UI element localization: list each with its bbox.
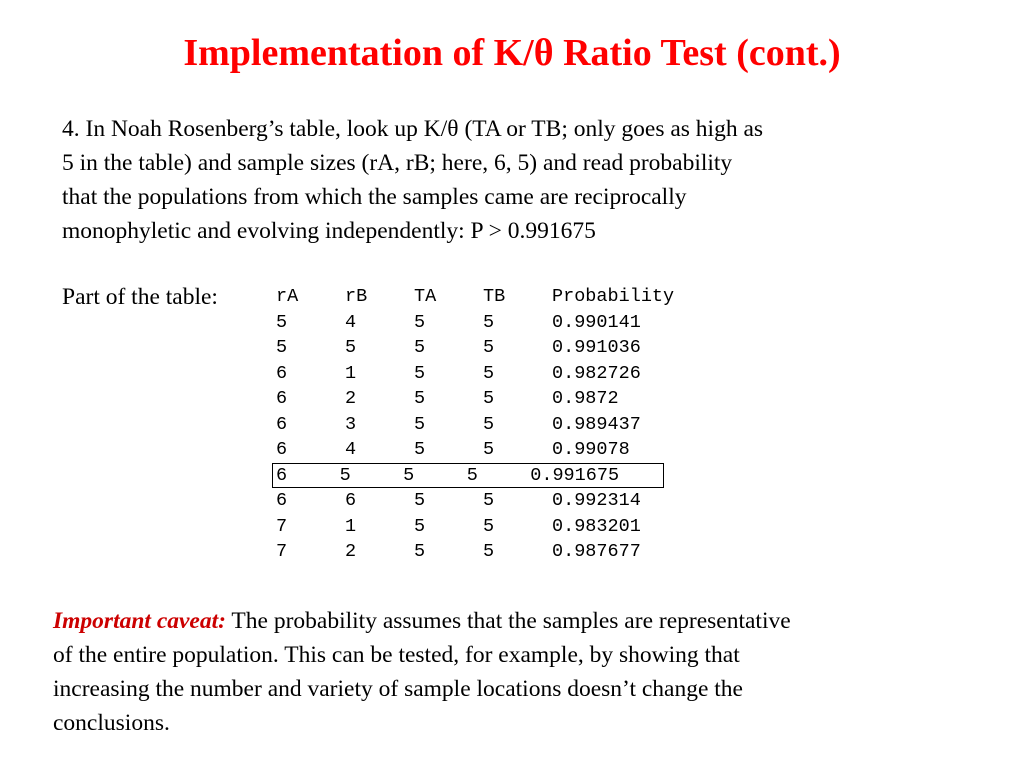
cell-probability: 0.982726 — [552, 362, 641, 384]
cell-ra: 6 — [276, 490, 288, 511]
table-row — [272, 310, 698, 336]
cell-probability: 0.99078 — [552, 439, 630, 460]
cell-ra: 6 — [276, 362, 288, 384]
table-row — [272, 335, 698, 361]
cell-ra: 5 — [276, 337, 288, 358]
table-row — [272, 386, 698, 412]
caveat-paragraph — [53, 604, 983, 740]
cell-rb: 4 — [345, 311, 357, 333]
caveat-line: of the entire population. This can be tested, for example, by showing that — [53, 642, 740, 668]
cell-rb: 2 — [345, 388, 357, 409]
cell-ta: 5 — [414, 439, 426, 460]
cell-ta: 5 — [414, 337, 426, 358]
cell-probability: 0.991675 — [530, 464, 620, 486]
table-row — [272, 539, 698, 565]
cell-ra: 5 — [276, 311, 288, 333]
cell-tb: 5 — [483, 388, 495, 409]
caveat-line — [53, 604, 983, 638]
cell-ta: 5 — [414, 388, 426, 409]
step-4-line: that the populations from which the samples came are reciprocally — [62, 184, 687, 210]
cell-ta: 5 — [414, 515, 426, 537]
cell-probability: 0.990141 — [552, 311, 641, 333]
caveat-line: conclusions. — [53, 710, 170, 736]
step-4-paragraph — [62, 112, 962, 248]
cell-probability: 0.989437 — [552, 413, 641, 435]
probability-table — [272, 284, 698, 565]
slide-title: Implementation of K/θ Ratio Test (cont.) — [183, 32, 841, 74]
cell-probability: 0.992314 — [552, 490, 641, 511]
cell-tb: 5 — [483, 515, 495, 537]
cell-tb: 5 — [466, 464, 478, 486]
cell-tb: 5 — [483, 541, 495, 562]
cell-rb: 1 — [345, 515, 357, 537]
caveat-label: Important caveat: — [53, 608, 226, 634]
header-probability: Probability — [552, 286, 675, 307]
cell-ta: 5 — [403, 464, 415, 486]
cell-ta: 5 — [414, 413, 426, 435]
step-4-line: monophyletic and evolving independently: P > 0.991675 — [62, 218, 596, 244]
cell-rb: 4 — [345, 439, 357, 460]
header-ta: TA — [414, 286, 437, 307]
cell-probability: 0.991036 — [552, 337, 641, 358]
cell-ra: 6 — [276, 413, 288, 435]
cell-tb: 5 — [483, 311, 495, 333]
step-4-line: 5 in the table) and sample sizes (rA, rB; here, 6, 5) and read probability — [62, 150, 733, 176]
cell-ta: 5 — [414, 490, 426, 511]
cell-tb: 5 — [483, 490, 495, 511]
cell-rb: 1 — [345, 362, 357, 384]
header-tb: TB — [483, 286, 506, 307]
step-4-line: 4. In Noah Rosenberg’s table, look up K/θ (TA or TB; only goes as high as — [62, 116, 764, 142]
cell-rb: 5 — [339, 464, 351, 486]
table-label: Part of the table: — [62, 284, 218, 310]
cell-rb: 5 — [345, 337, 357, 358]
cell-rb: 3 — [345, 413, 357, 435]
cell-tb: 5 — [483, 439, 495, 460]
cell-ta: 5 — [414, 311, 426, 333]
cell-ra: 7 — [276, 515, 288, 537]
cell-ta: 5 — [414, 362, 426, 384]
table-row — [272, 412, 698, 438]
cell-ra: 6 — [276, 388, 288, 409]
cell-rb: 2 — [345, 541, 357, 562]
cell-probability: 0.9872 — [552, 388, 619, 409]
table-row-highlighted — [272, 463, 664, 489]
table-row — [272, 488, 698, 514]
caveat-text: The probability assumes that the samples are representative — [225, 608, 791, 634]
cell-probability: 0.983201 — [552, 515, 641, 537]
cell-ta: 5 — [414, 541, 426, 562]
cell-tb: 5 — [483, 362, 495, 384]
caveat-line: increasing the number and variety of sample locations doesn’t change the — [53, 676, 743, 702]
cell-ra: 7 — [276, 541, 288, 562]
header-ra: rA — [276, 286, 299, 307]
table-row — [272, 514, 698, 540]
cell-tb: 5 — [483, 337, 495, 358]
table-row — [272, 437, 698, 463]
table-row — [272, 361, 698, 387]
cell-ra: 6 — [276, 464, 288, 486]
cell-ra: 6 — [276, 439, 288, 460]
cell-rb: 6 — [345, 490, 357, 511]
cell-tb: 5 — [483, 413, 495, 435]
table-header-row — [272, 284, 698, 310]
cell-probability: 0.987677 — [552, 541, 641, 562]
header-rb: rB — [345, 286, 368, 307]
